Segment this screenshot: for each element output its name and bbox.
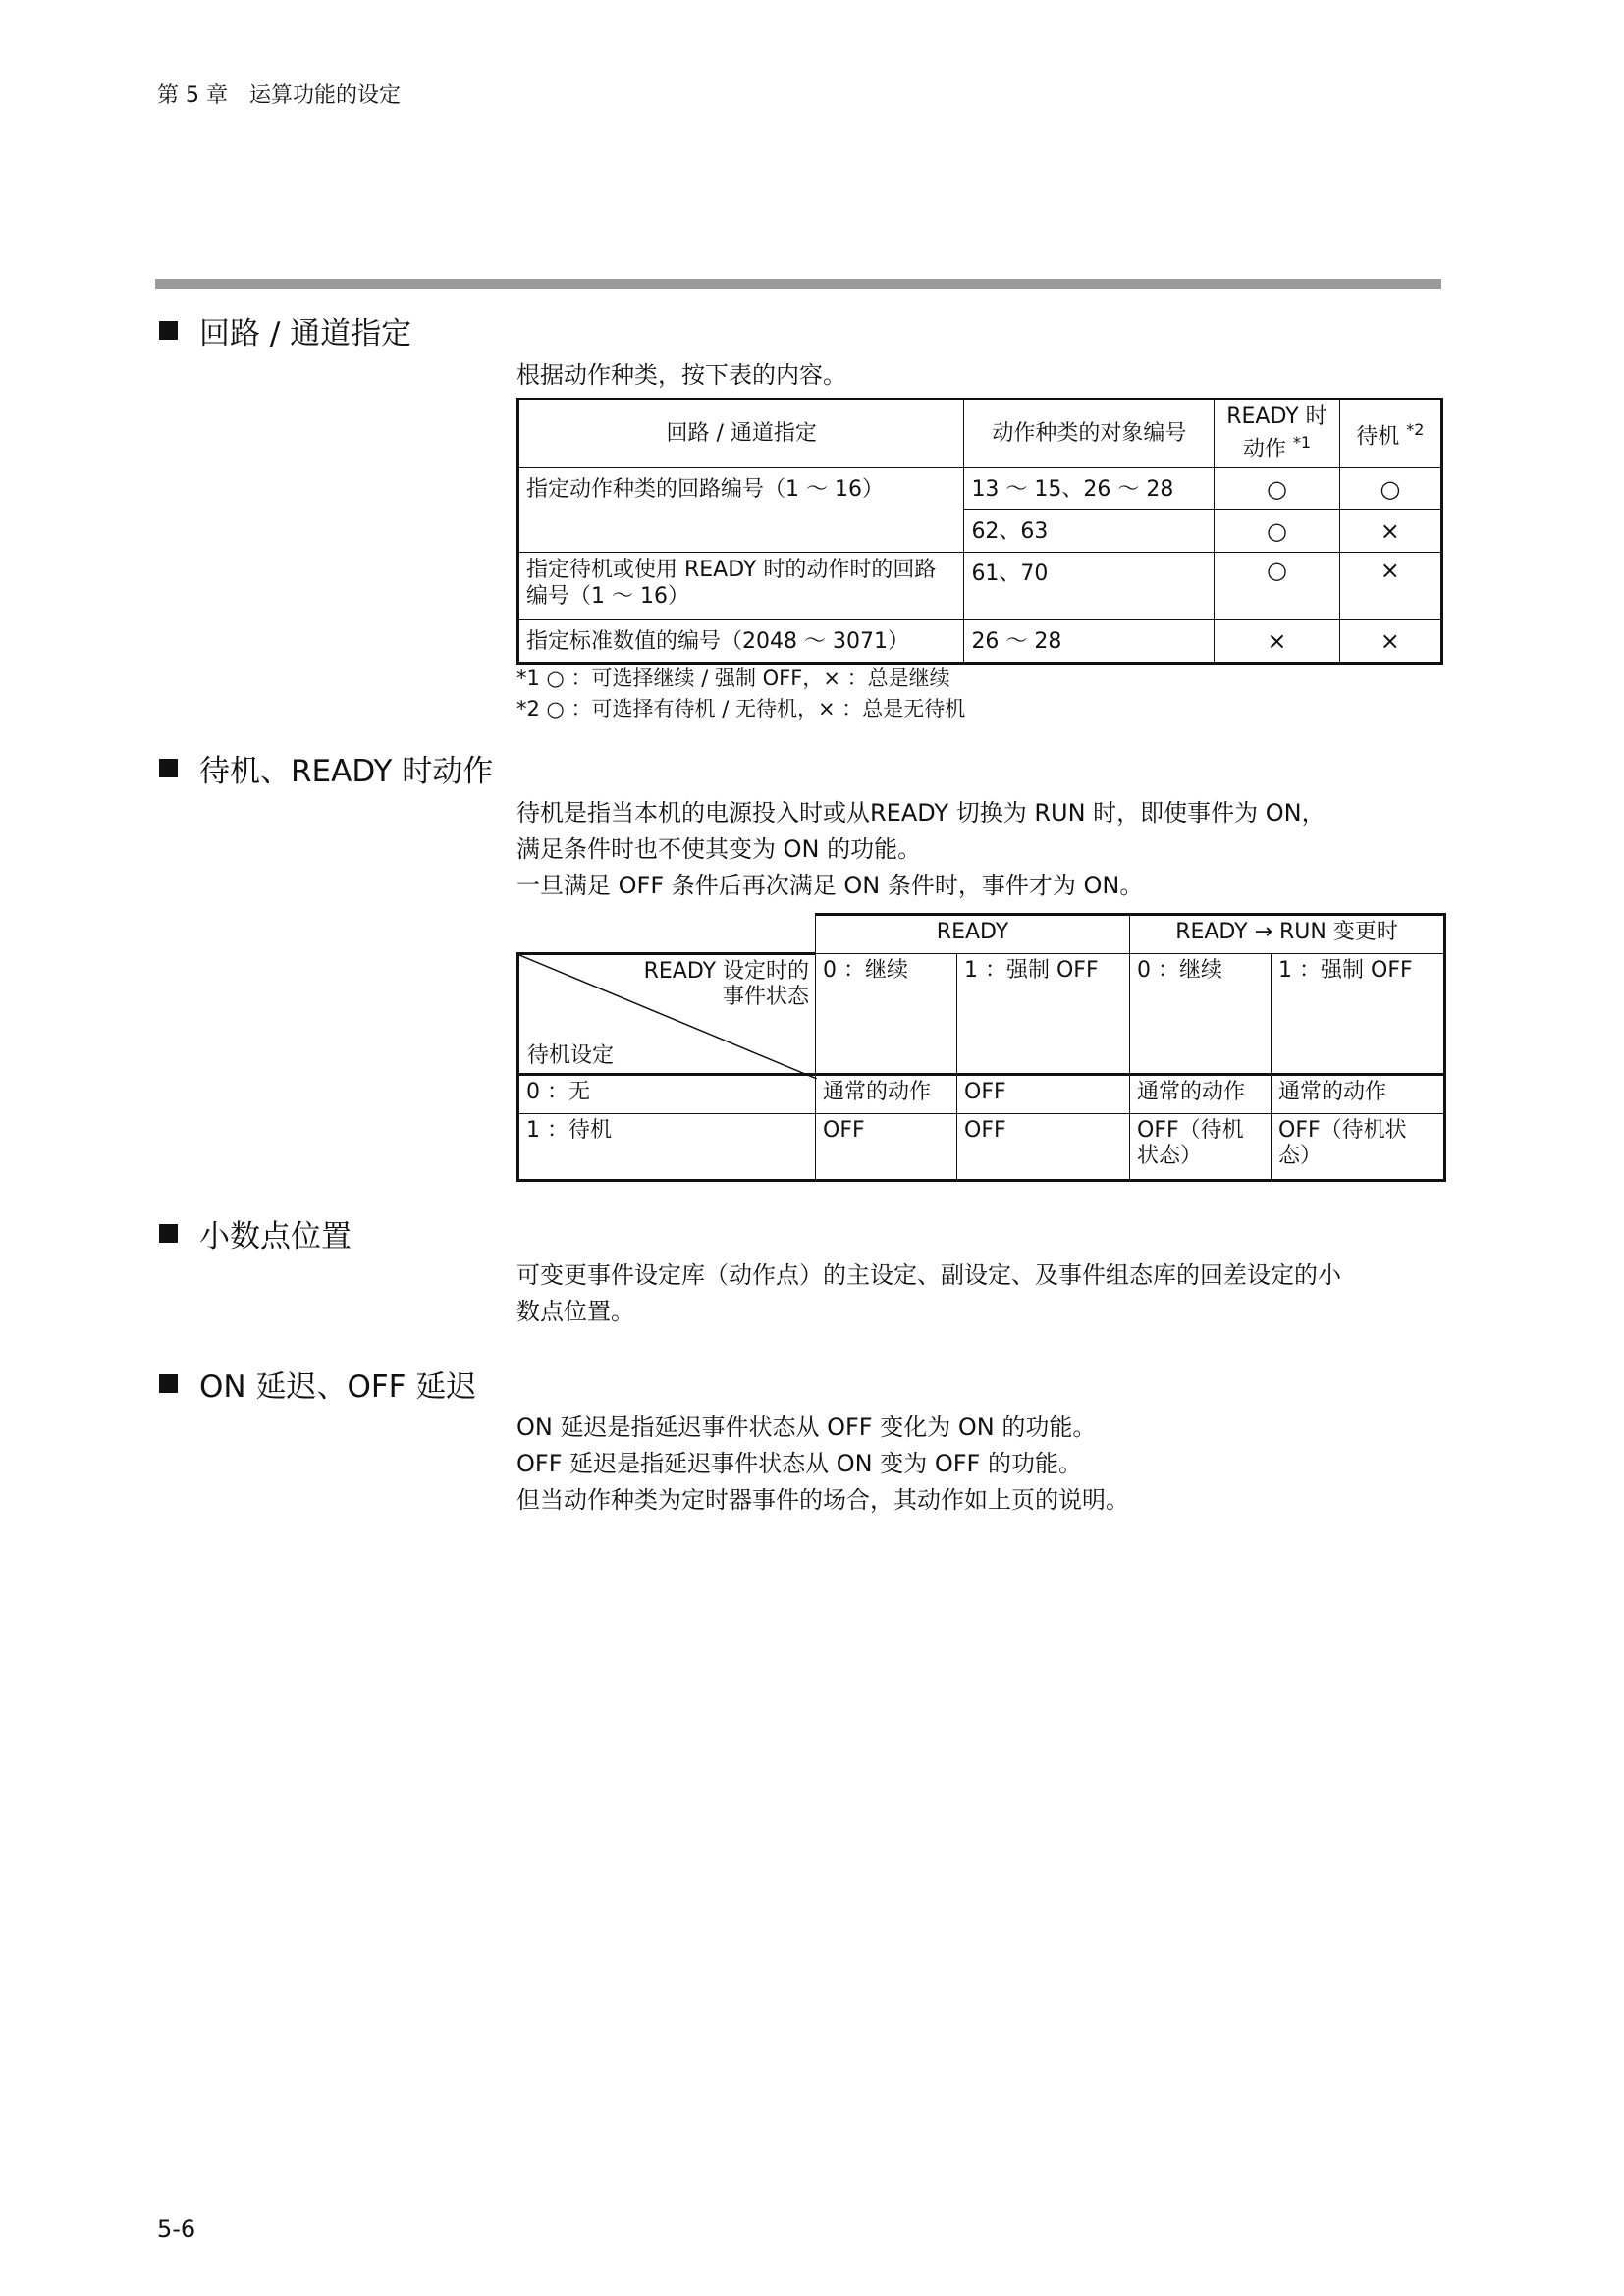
table-cell: 1 ：待机 — [518, 1114, 816, 1181]
section-intro — [516, 357, 1444, 394]
sub-header-cell: 0 ：继续 — [816, 954, 957, 1075]
square-bullet-icon — [159, 1374, 178, 1393]
standby-ready-table — [516, 913, 1446, 1182]
loop-channel-table — [516, 398, 1443, 665]
body-line: 可变更事件设定库（动作点）的主设定、副设定、及事件组态库的回差设定的小 — [516, 1261, 1341, 1289]
table-cell: × — [1215, 620, 1339, 664]
sub-header-cell: 1 ：强制 OFF — [957, 954, 1130, 1075]
section-title: 待机、READY 时动作 — [199, 754, 494, 789]
section-heading-on-off-delay — [159, 1362, 476, 1406]
body-line: OFF 延迟是指延迟事件状态从 ON 变为 OFF 的功能。 — [516, 1450, 1082, 1477]
section-body — [516, 1257, 1444, 1330]
diagonal-header-cell — [518, 954, 816, 1075]
table-cell: ○ — [1215, 468, 1339, 510]
table-cell: 26 ～ 28 — [964, 620, 1215, 664]
sub-header-cell: 1 ：强制 OFF — [1272, 954, 1445, 1075]
table-row — [518, 468, 1442, 510]
table-cell: 指定待机或使用 READY 时的动作时的回路编号（1 ～ 16） — [518, 553, 964, 620]
group-header-ready: READY — [816, 915, 1130, 954]
group-header-row — [518, 915, 1445, 954]
table-header-row — [518, 400, 1442, 468]
table-cell: 指定动作种类的回路编号（1 ～ 16） — [518, 468, 964, 553]
table-row — [518, 553, 1442, 620]
table-cell: OFF — [957, 1075, 1130, 1114]
square-bullet-icon — [159, 759, 178, 777]
sub-header-row — [518, 954, 1445, 1075]
section-title: 回路 / 通道指定 — [199, 316, 412, 351]
footnote: *1 ○ ：可选择继续 / 强制 OFF，× ：总是继续 — [516, 667, 950, 690]
header-cell: READY 时 动作 $^{*1}$ — [1215, 400, 1339, 468]
table-row — [518, 620, 1442, 664]
table-footnotes — [516, 664, 965, 724]
section-heading-loop-channel — [159, 308, 411, 352]
table-cell: 13 ～ 15、26 ～ 28 — [964, 468, 1215, 510]
footnote: *2 ○ ：可选择有待机 / 无待机，× ：总是无待机 — [516, 697, 966, 721]
table-cell: ○ — [1215, 510, 1339, 553]
body-line: 待机是指当本机的电源投入时或从READY 切换为 RUN 时，即使事件为 ON， — [516, 799, 1326, 827]
header-cell: 回路 / 通道指定 — [518, 400, 964, 468]
page-number: 5-6 — [157, 2216, 196, 2243]
table-cell: × — [1339, 553, 1441, 620]
table-cell: × — [1339, 510, 1441, 553]
body-line: 数点位置。 — [516, 1298, 634, 1325]
square-bullet-icon — [159, 1224, 178, 1243]
section-divider — [155, 279, 1441, 289]
table-cell: 61、70 — [964, 553, 1215, 620]
empty-corner — [518, 915, 816, 954]
section-heading-decimal-point — [159, 1211, 352, 1255]
table-row — [518, 1075, 1445, 1114]
intro-text: 根据动作种类，按下表的内容。 — [516, 361, 846, 389]
table-cell: OFF（待机状态） — [1272, 1114, 1445, 1181]
group-header-ready-run: READY → RUN 变更时 — [1130, 915, 1445, 954]
section-body — [516, 1410, 1444, 1519]
table-cell: ○ — [1215, 553, 1339, 620]
table-cell: × — [1339, 620, 1441, 664]
header-cell: 待机 $^{*2}$ — [1339, 400, 1441, 468]
header-cell: 动作种类的对象编号 — [964, 400, 1215, 468]
table-cell: ○ — [1339, 468, 1441, 510]
chapter-header: 第 5 章 运算功能的设定 — [157, 83, 401, 108]
diagonal-bottom-label: 待机设定 — [527, 1043, 615, 1068]
table-cell: 指定标准数值的编号（2048 ～ 3071） — [518, 620, 964, 664]
body-line: 一旦满足 OFF 条件后再次满足 ON 条件时，事件才为 ON。 — [516, 872, 1144, 899]
section-title: 小数点位置 — [199, 1219, 352, 1255]
section-title: ON 延迟、OFF 延迟 — [199, 1369, 477, 1405]
table-cell: 通常的动作 — [1130, 1075, 1272, 1114]
table-cell: 通常的动作 — [1272, 1075, 1445, 1114]
table-cell: 0 ：无 — [518, 1075, 816, 1114]
table-cell: OFF — [957, 1114, 1130, 1181]
body-line: 满足条件时也不使其变为 ON 的功能。 — [516, 835, 922, 863]
square-bullet-icon — [159, 321, 178, 340]
table-row — [518, 1114, 1445, 1181]
sub-header-cell: 0 ：继续 — [1130, 954, 1272, 1075]
table-cell: 通常的动作 — [816, 1075, 957, 1114]
section-heading-standby-ready — [159, 746, 493, 790]
table-cell: 62、63 — [964, 510, 1215, 553]
table-cell: OFF — [816, 1114, 957, 1181]
table-cell: OFF（待机状态） — [1130, 1114, 1272, 1181]
body-line: ON 延迟是指延迟事件状态从 OFF 变化为 ON 的功能。 — [516, 1414, 1097, 1441]
diagonal-top-label: READY 设定时的 事件状态 — [643, 959, 809, 1009]
body-line: 但当动作种类为定时器事件的场合，其动作如上页的说明。 — [516, 1486, 1129, 1514]
section-body — [516, 795, 1444, 904]
